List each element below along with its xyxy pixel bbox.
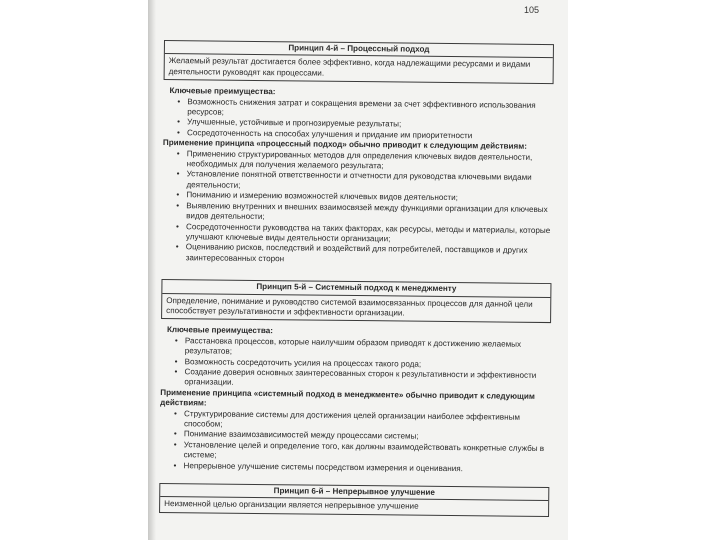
list-item: • Пониманию и измерению возможностей ключевых видов деятельности; [176,190,552,204]
principle6-box [159,483,549,517]
page-number: 105 [524,5,540,15]
principle5-definition: Определение, понимание и руководство системой взаимосвязанных процессов для данной цели способствует результативности и эффективности организации. [166,295,533,318]
scan-shadow-left [148,0,156,540]
list-item: • Возможность сосредоточить усилия на процессах такого рода; [175,357,551,371]
list-item: • Сосредоточенности руководства на таких факторах, как ресурсы, методы и материалы, которые улучшают ключевые виды деятельности организации; [176,222,552,247]
principle5-advantages-heading: Ключевые преимущества: [166,325,273,336]
list-item: • Улучшенные, устойчивые и прогнозируемые результаты; [177,118,553,132]
principle4-box [164,40,554,84]
principle4-actions-list [162,149,553,268]
list-item: • Установление понятной ответственности и отчетности для руководства ключевыми видами деятельности; [176,170,552,195]
list-item: • Непрерывное улучшение системы посредством измерения и оценивания. [173,461,549,475]
principle6-definition: Неизменной целью организации является непрерывное улучшение [164,499,419,512]
principle4-definition: Желаемый результат достигается более эффективно, когда надлежащими ресурсами и видами деятельности руководят как процессами. [168,56,531,78]
list-item: • Оцениванию рисков, последствий и воздействий для потребителей, поставщиков и других заинтересованных сторон [176,242,552,267]
list-item: • Применению структурированных методов для определения ключевых видов деятельности, необходимых для получения желаемого результата; [177,149,553,174]
principle4-application-heading: Применение принципа «процессный подход» обычно приводит к следующим действиям: [162,138,527,152]
list-item: • Установление целей и определение того, как должны взаимодействовать конкретные службы в системе; [174,440,550,465]
principle5-advantages-list [160,336,551,392]
principle5-application-heading: Применение принципа «системный подход в менеджменте» обычно приводит к следующим действиям: [160,387,535,408]
principle4-advantages-heading: Ключевые преимущества: [169,86,276,97]
principle6-title: Принцип 6-й – Непрерывное улучшение [160,484,548,501]
list-item: • Расстановка процессов, которые наилучшим образом приводят к достижению желаемых результатов; [175,336,551,361]
list-item: • Создание доверия основных заинтересованных сторон к результативности и эффективности организации. [174,367,550,392]
list-item: • Структурирование системы для достижения целей организации наиболее эффективным способом; [174,409,550,434]
document-body [159,40,554,523]
principle4-title: Принцип 4-й – Процессный подход [165,41,553,58]
list-item: • Понимание взаимозависимостей между процессами системы; [174,430,550,444]
principle4-advantages-list [163,97,553,143]
list-item: • Сосредоточенность на способах улучшения и придание им приоритетности [177,128,553,142]
principle5-actions-list [159,409,550,476]
list-item: • Выявлению внутренних и внешних взаимосвязей между функциями организации для ключевых видов деятельности; [176,201,552,226]
list-item: • Возможность снижения затрат и сокращения времени за счет эффективного использования ресурсов; [177,97,553,122]
principle5-title: Принцип 5-й – Системный подход к менеджменту [162,280,550,297]
principle5-box [161,279,551,323]
